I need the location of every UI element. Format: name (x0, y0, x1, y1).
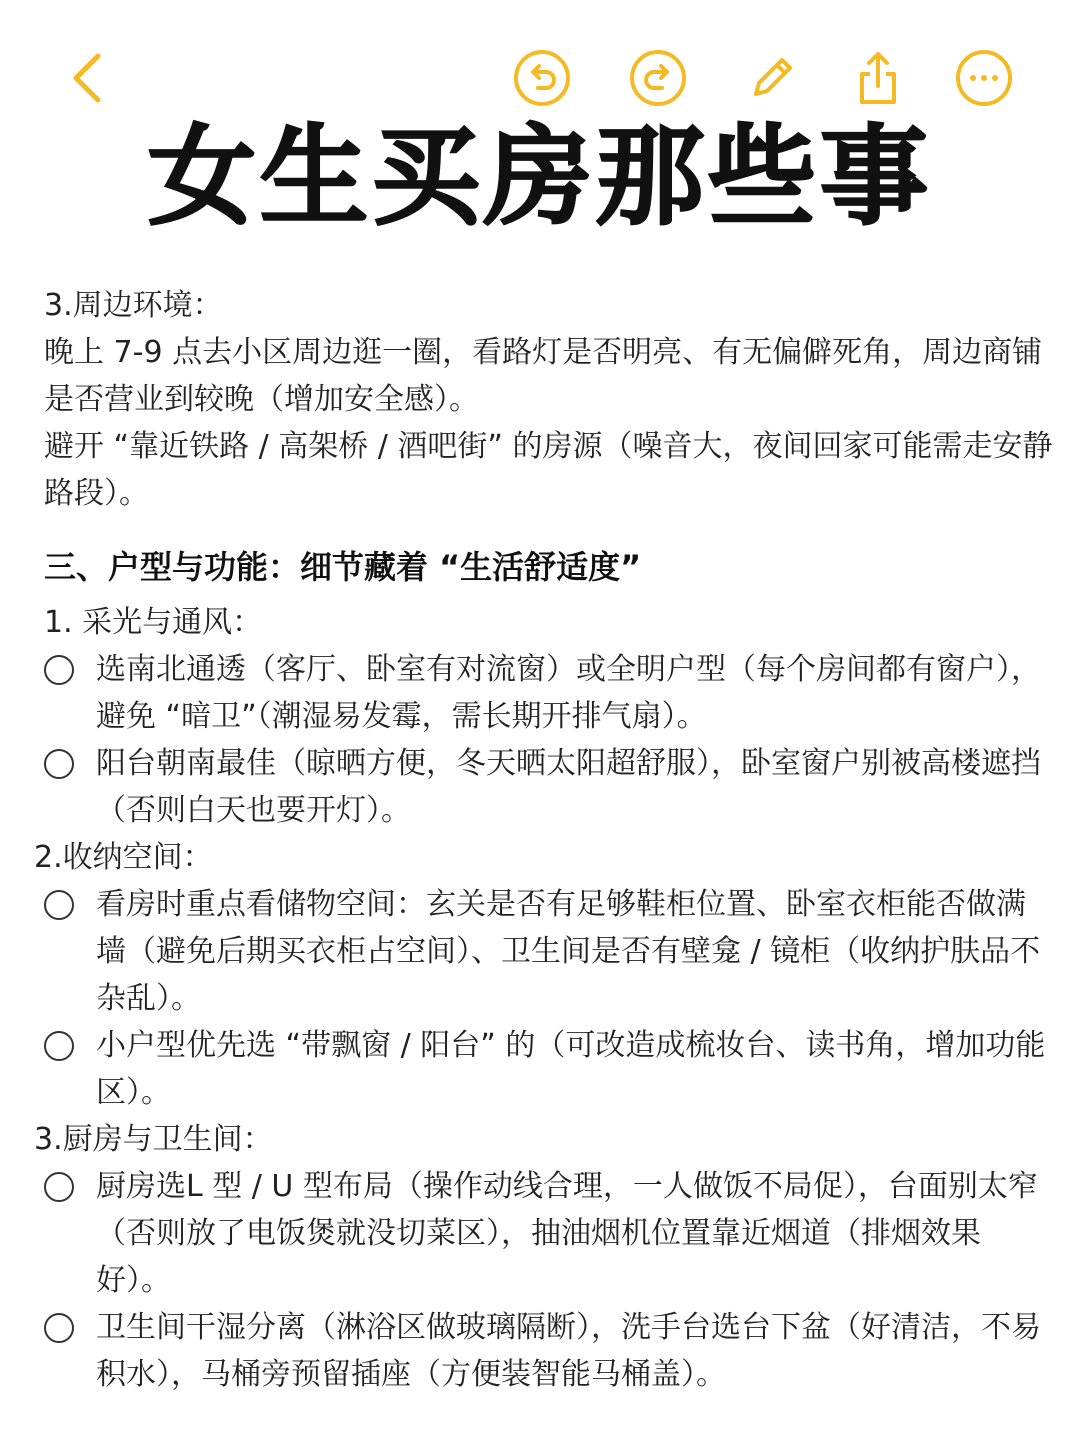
list-item (44, 881, 1054, 1022)
group-title: 1. 采光与通风： (44, 605, 263, 640)
redo-icon (628, 48, 688, 108)
share-button[interactable] (844, 44, 912, 112)
item-text: 卫生间干湿分离（淋浴区做玻璃隔断），洗手台选台下盆（好清洁，不易积水），马桶旁预留插座（方便装智能马桶盖）。 (96, 1310, 1041, 1392)
edit-pencil-icon (742, 48, 802, 108)
back-icon (60, 48, 120, 108)
note-body (34, 282, 1054, 1398)
checkbox-circle[interactable] (44, 749, 74, 779)
more-button[interactable] (950, 44, 1018, 112)
item-text: 小户型优先选 “带飘窗 / 阳台” 的（可改造成梳妆台、读书角，增加功能区）。 (96, 1028, 1046, 1110)
list-item (44, 1304, 1054, 1398)
list-item (44, 1022, 1054, 1116)
checkbox-circle[interactable] (44, 655, 74, 685)
item-text: 阳台朝南最佳（晾晒方便，冬天晒太阳超舒服），卧室窗户别被高楼遮挡（否则白天也要开灯）。 (96, 746, 1041, 828)
item-text: 选南北通透（客厅、卧室有对流窗）或全明户型（每个房间都有窗户），避免 “暗卫”（潮湿易发霉，需长期开排气扇）。 (96, 652, 1041, 734)
more-icon (954, 48, 1014, 108)
redo-button[interactable] (624, 44, 692, 112)
list-item (44, 740, 1054, 834)
top-toolbar (0, 44, 1080, 112)
env-paragraph: 避开 “靠近铁路 / 高架桥 / 酒吧街” 的房源（噪音大，夜间回家可能需走安静路段）。 (44, 429, 1053, 511)
list-item (44, 1163, 1054, 1304)
checkbox-circle[interactable] (44, 1172, 74, 1202)
checkbox-circle[interactable] (44, 1031, 74, 1061)
undo-icon (512, 48, 572, 108)
env-paragraph: 晚上 7-9 点去小区周边逛一圈，看路灯是否明亮、有无偏僻死角，周边商铺是否营业到较晚（增加安全感）。 (44, 335, 1043, 417)
share-icon (848, 48, 908, 108)
edit-button[interactable] (738, 44, 806, 112)
env-heading: 3.周边环境： (44, 288, 223, 323)
section-heading: 三、户型与功能：细节藏着 “生活舒适度” (44, 548, 642, 586)
checkbox-circle[interactable] (44, 1313, 74, 1343)
item-text: 看房时重点看储物空间：玄关是否有足够鞋柜位置、卧室衣柜能否做满墙（避免后期买衣柜占空间）、卫生间是否有壁龛 / 镜柜（收纳护肤品不杂乱）。 (96, 887, 1041, 1016)
list-item (44, 646, 1054, 740)
back-button[interactable] (56, 44, 124, 112)
page-title: 女生买房那些事 (147, 115, 932, 240)
undo-button[interactable] (508, 44, 576, 112)
group-title: 2.收纳空间： (34, 840, 213, 875)
group-title: 3.厨房与卫生间： (34, 1122, 273, 1157)
item-text: 厨房选L 型 / U 型布局（操作动线合理，一人做饭不局促），台面别太窄（否则放了电饭煲就没切菜区），抽油烟机位置靠近烟道（排烟效果好）。 (96, 1169, 1038, 1298)
checkbox-circle[interactable] (44, 890, 74, 920)
